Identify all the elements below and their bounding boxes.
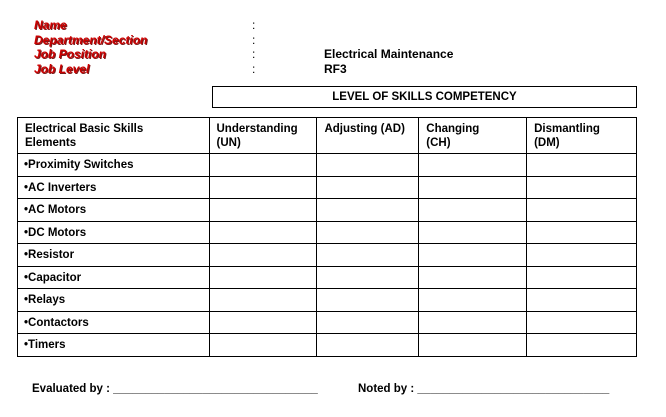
header-text: Elements	[25, 137, 77, 149]
header-dismantling	[527, 118, 637, 154]
rating-cell-dm[interactable]	[527, 176, 637, 199]
rating-cell-un[interactable]	[209, 199, 317, 222]
rating-cell-ch[interactable]	[419, 311, 527, 334]
header-changing	[419, 118, 527, 154]
header-text: (CH)	[426, 137, 451, 149]
rating-cell-un[interactable]	[209, 221, 317, 244]
rating-cell-ad[interactable]	[317, 266, 419, 289]
header-text: Changing	[426, 123, 480, 135]
table-row	[18, 199, 637, 222]
rating-cell-un[interactable]	[209, 311, 317, 334]
table-row	[18, 311, 637, 334]
rating-cell-dm[interactable]	[527, 244, 637, 267]
table-row	[18, 334, 637, 357]
level-of-skills-header	[212, 86, 637, 108]
rating-cell-un[interactable]	[209, 289, 317, 312]
job-level-label: Job Level	[34, 62, 90, 76]
rating-cell-ad[interactable]	[317, 311, 419, 334]
header-text: Dismantling	[534, 123, 600, 135]
rating-cell-ch[interactable]	[419, 244, 527, 267]
rating-cell-ad[interactable]	[317, 289, 419, 312]
table-row	[18, 266, 637, 289]
rating-cell-un[interactable]	[209, 266, 317, 289]
job-position-value: Electrical Maintenance	[324, 47, 454, 61]
header-adjusting	[317, 118, 419, 154]
rating-cell-un[interactable]	[209, 176, 317, 199]
header-text: Understanding	[216, 123, 298, 135]
table-row	[18, 154, 637, 177]
rating-cell-dm[interactable]	[527, 311, 637, 334]
skill-element-cell: •Timers	[18, 334, 210, 357]
header-skills-elements	[18, 118, 210, 154]
header-text: (DM)	[534, 137, 560, 149]
rating-cell-ad[interactable]	[317, 244, 419, 267]
rating-cell-ch[interactable]	[419, 199, 527, 222]
skill-element-cell: •Capacitor	[18, 266, 210, 289]
table-row	[18, 221, 637, 244]
department-colon: :	[252, 33, 256, 47]
noted-by-signature-line[interactable]: Noted by : ______________________________	[358, 383, 610, 395]
rating-cell-dm[interactable]	[527, 266, 637, 289]
rating-cell-ad[interactable]	[317, 176, 419, 199]
rating-cell-ad[interactable]	[317, 154, 419, 177]
rating-cell-ad[interactable]	[317, 199, 419, 222]
rating-cell-dm[interactable]	[527, 334, 637, 357]
skill-element-cell: •Proximity Switches	[18, 154, 210, 177]
rating-cell-un[interactable]	[209, 154, 317, 177]
department-label: Department/Section	[34, 33, 148, 47]
evaluated-by-signature-line[interactable]: Evaluated by : ________________________________	[32, 383, 318, 395]
level-of-skills-title: LEVEL OF SKILLS COMPETENCY	[332, 91, 517, 103]
rating-cell-ch[interactable]	[419, 154, 527, 177]
skills-table	[17, 117, 637, 357]
skill-element-cell: •Contactors	[18, 311, 210, 334]
job-level-value: RF3	[324, 62, 347, 76]
job-position-label: Job Position	[34, 47, 106, 61]
rating-cell-dm[interactable]	[527, 289, 637, 312]
table-header-row	[18, 118, 637, 154]
rating-cell-ad[interactable]	[317, 334, 419, 357]
table-row	[18, 244, 637, 267]
job-level-colon: :	[252, 62, 256, 76]
skill-element-cell: •Resistor	[18, 244, 210, 267]
skill-element-cell: •AC Motors	[18, 199, 210, 222]
rating-cell-dm[interactable]	[527, 154, 637, 177]
header-text: Electrical Basic Skills	[25, 123, 144, 135]
header-text: (UN)	[216, 137, 241, 149]
rating-cell-ch[interactable]	[419, 221, 527, 244]
table-row	[18, 289, 637, 312]
rating-cell-ch[interactable]	[419, 176, 527, 199]
skill-element-cell: •DC Motors	[18, 221, 210, 244]
header-understanding	[209, 118, 317, 154]
rating-cell-dm[interactable]	[527, 221, 637, 244]
job-position-colon: :	[252, 47, 256, 61]
rating-cell-un[interactable]	[209, 334, 317, 357]
skill-element-cell: •Relays	[18, 289, 210, 312]
rating-cell-ch[interactable]	[419, 289, 527, 312]
table-row	[18, 176, 637, 199]
rating-cell-ch[interactable]	[419, 266, 527, 289]
name-label: Name	[34, 18, 67, 32]
rating-cell-un[interactable]	[209, 244, 317, 267]
skill-element-cell: •AC Inverters	[18, 176, 210, 199]
rating-cell-dm[interactable]	[527, 199, 637, 222]
name-colon: :	[252, 18, 256, 32]
rating-cell-ch[interactable]	[419, 334, 527, 357]
header-text: Adjusting (AD)	[324, 123, 405, 135]
rating-cell-ad[interactable]	[317, 221, 419, 244]
